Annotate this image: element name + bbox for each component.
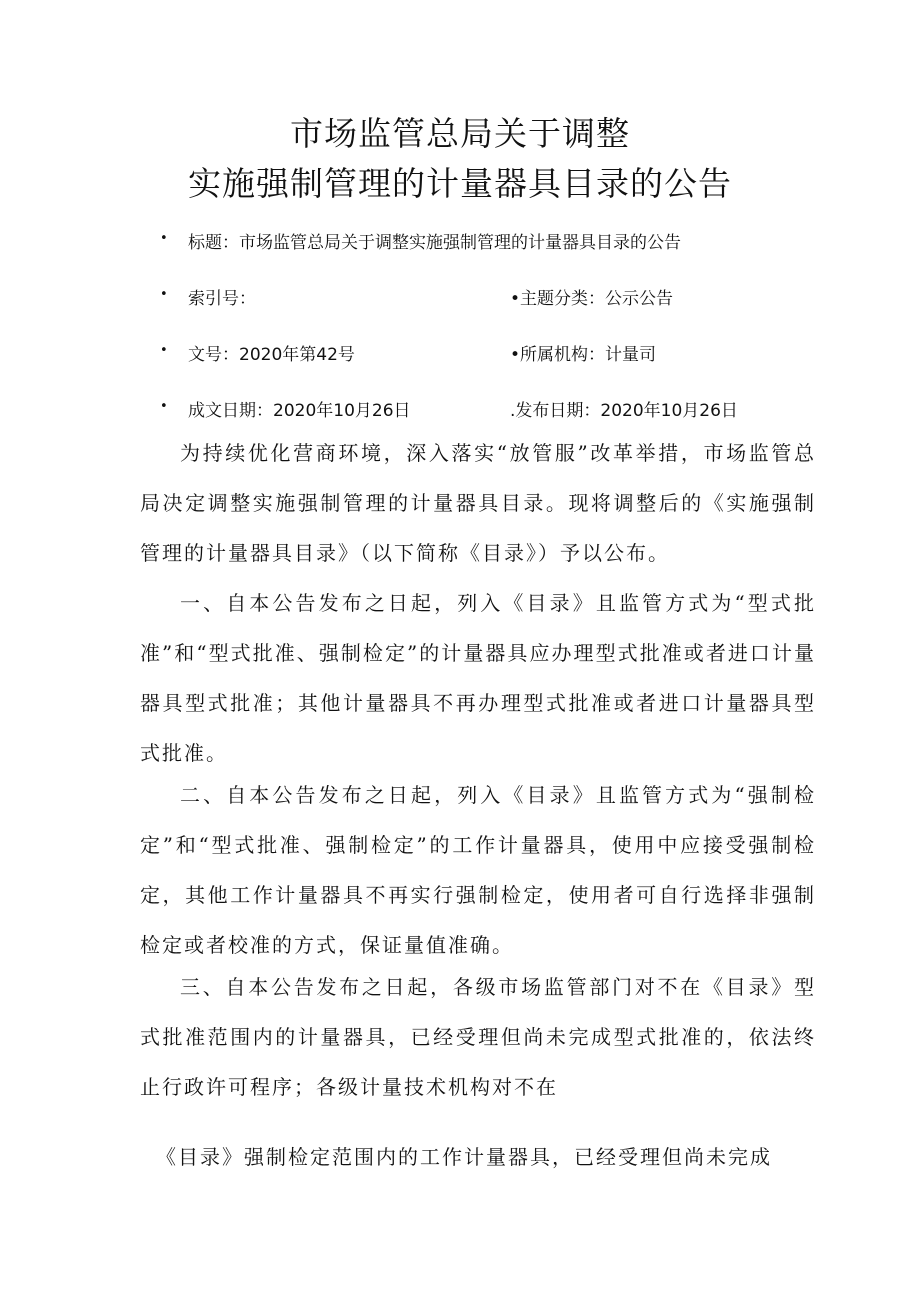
paragraph-item-1: 一、自本公告发布之日起，列入《目录》且监管方式为“型式批准”和“型式批准、强制检定”的计量器具应办理型式批准或者进口计量器具型式批准；其他计量器具不再办理型式批准或者进口计量器具型式批准。 — [140, 591, 816, 765]
meta-row-index — [0, 284, 920, 314]
meta-agency: •所属机构：计量司 — [510, 345, 657, 365]
meta-publish-date: .发布日期：2020年10月26日 — [510, 401, 738, 421]
bullet-icon: • — [160, 343, 168, 358]
meta-index-number: 索引号： — [188, 289, 256, 309]
meta-row-docno — [0, 340, 920, 370]
meta-row-dates — [0, 396, 920, 426]
document-title-line-1: 市场监管总局关于调整 — [290, 114, 630, 153]
paragraph-item-3: 三、自本公告发布之日起，各级市场监管部门对不在《目录》型式批准范围内的计量器具，已经受理但尚未完成型式批准的，依法终止行政许可程序；各级计量技术机构对不在 — [140, 975, 816, 1099]
meta-written-date: 成文日期：2020年10月26日 — [188, 401, 411, 421]
paragraph-continuation: 《目录》强制检定范围内的工作计量器具，已经受理但尚未完成 — [156, 1145, 772, 1169]
meta-document-number: 文号：2020年第42号 — [188, 345, 355, 365]
bullet-icon: • — [160, 287, 168, 302]
document-title-line-2: 实施强制管理的计量器具目录的公告 — [188, 164, 732, 203]
meta-row-title — [0, 228, 920, 258]
meta-topic-category: •主题分类：公示公告 — [510, 289, 674, 309]
meta-title-field: 标题：市场监管总局关于调整实施强制管理的计量器具目录的公告 — [188, 233, 681, 253]
bullet-icon: • — [160, 231, 168, 246]
paragraph-item-2: 二、自本公告发布之日起，列入《目录》且监管方式为“强制检定”和“型式批准、强制检定”的工作计量器具，使用中应接受强制检定，其他工作计量器具不再实行强制检定，使用者可自行选择非强制检定或者校准的方式，保证量值准确。 — [140, 783, 816, 957]
paragraph-intro: 为持续优化营商环境，深入落实“放管服”改革举措，市场监管总局决定调整实施强制管理的计量器具目录。现将调整后的《实施强制管理的计量器具目录》（以下简称《目录》）予以公布。 — [140, 441, 816, 565]
bullet-icon: • — [160, 399, 168, 414]
